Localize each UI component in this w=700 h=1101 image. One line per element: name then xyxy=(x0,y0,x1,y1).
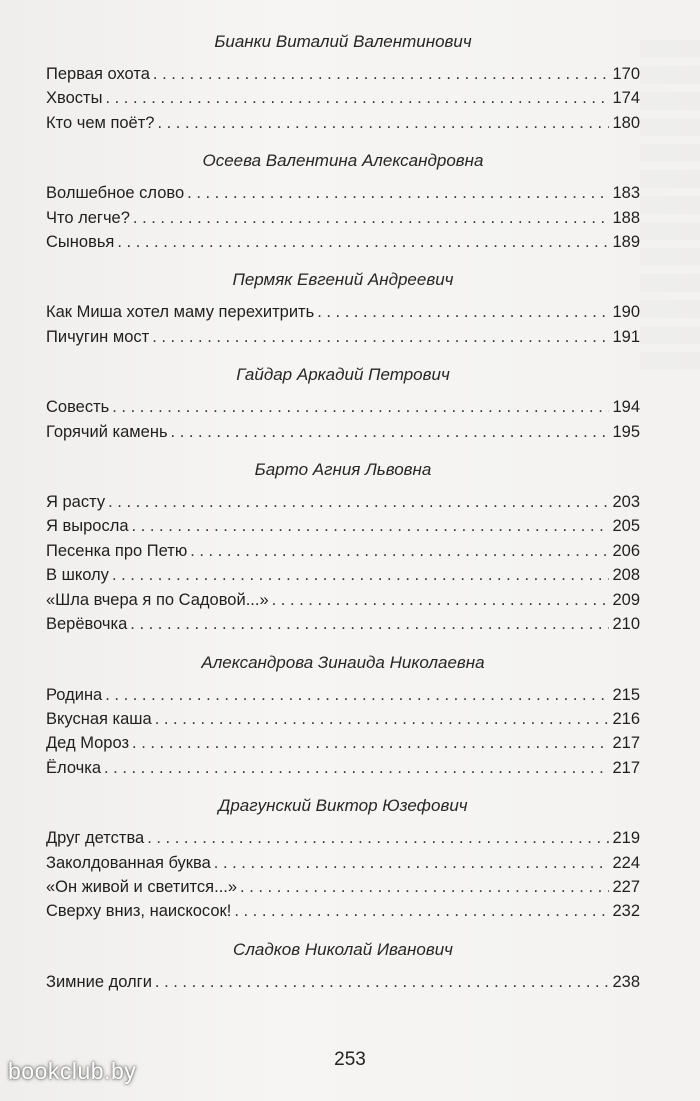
toc-section xyxy=(46,363,640,444)
dot-leader xyxy=(234,899,609,923)
entry-title: Волшебное слово xyxy=(46,184,185,203)
entry-title: «Шла вчера я по Садовой...» xyxy=(46,590,269,609)
entry-title: Горячий камень xyxy=(46,422,168,441)
toc-entry xyxy=(46,514,640,538)
author-heading: Осеева Валентина Александровна xyxy=(202,151,484,171)
toc-entry xyxy=(46,707,640,731)
entry-page-number: 183 xyxy=(612,184,640,203)
dot-leader xyxy=(187,181,609,205)
entry-title: Первая охота xyxy=(46,65,150,83)
toc-entry xyxy=(46,300,640,324)
entry-title: Заколдованная буква xyxy=(46,853,211,872)
entry-title: Вкусная каша xyxy=(46,709,152,728)
entry-page-number: 188 xyxy=(612,208,640,227)
entry-title: Песенка про Петю xyxy=(46,541,188,560)
dot-leader xyxy=(132,514,610,538)
entry-title: Зимние долги xyxy=(46,972,152,991)
author-heading: Сладков Николай Иванович xyxy=(233,939,453,959)
entry-page-number: 194 xyxy=(612,398,640,417)
dot-leader xyxy=(147,826,609,850)
dot-leader xyxy=(153,62,610,86)
entry-page-number: 209 xyxy=(612,590,640,609)
toc-entry xyxy=(46,111,640,135)
toc-entry xyxy=(46,181,640,205)
toc-section xyxy=(46,149,640,254)
dot-leader xyxy=(133,206,610,230)
toc-entry xyxy=(46,683,640,707)
entry-page-number: 189 xyxy=(612,233,640,252)
dot-leader xyxy=(214,851,610,875)
author-heading: Драгунский Виктор Юзефович xyxy=(218,796,468,816)
entry-page-number: 217 xyxy=(612,734,640,753)
entry-page-number: 191 xyxy=(612,327,640,346)
dot-leader xyxy=(317,300,609,324)
toc-entry xyxy=(46,756,640,780)
dot-leader xyxy=(155,707,610,731)
toc-entry xyxy=(46,851,640,875)
toc-section xyxy=(46,794,640,924)
author-heading: Бианки Виталий Валентинович xyxy=(214,32,472,51)
entry-title: Сверху вниз, наискосок! xyxy=(46,902,232,921)
dot-leader xyxy=(117,230,609,254)
entry-page-number: 174 xyxy=(612,89,640,108)
toc-entry xyxy=(46,62,640,86)
dot-leader xyxy=(112,563,610,587)
toc-entry xyxy=(46,86,640,110)
toc-section xyxy=(46,268,640,349)
toc-entry xyxy=(46,588,640,612)
dot-leader xyxy=(152,325,609,349)
watermark-text: bookclub.by xyxy=(8,1058,137,1084)
entry-title: Верёвочка xyxy=(46,615,128,634)
toc-entry xyxy=(46,325,640,349)
dot-leader xyxy=(105,86,609,110)
entry-title: Пичугин мост xyxy=(46,327,150,346)
entry-title: Я выросла xyxy=(46,517,129,536)
entry-page-number: 224 xyxy=(612,853,640,872)
toc-entry xyxy=(46,490,640,514)
entry-page-number: 238 xyxy=(612,972,640,991)
entry-page-number: 215 xyxy=(612,685,640,704)
dot-leader xyxy=(132,731,609,755)
dot-leader xyxy=(130,612,609,636)
table-of-contents xyxy=(46,30,640,1008)
toc-entry xyxy=(46,826,640,850)
toc-entry xyxy=(46,899,640,923)
entry-page-number: 210 xyxy=(612,615,640,634)
entry-title: Родина xyxy=(46,685,103,704)
dot-leader xyxy=(190,539,609,563)
entry-title: «Он живой и светится...» xyxy=(46,877,238,896)
entry-title: Хвосты xyxy=(46,89,103,108)
toc-entry xyxy=(46,206,640,230)
entry-page-number: 217 xyxy=(612,758,640,777)
toc-section xyxy=(46,938,640,994)
dot-leader xyxy=(272,588,610,612)
author-heading: Гайдар Аркадий Петрович xyxy=(236,365,450,385)
entry-page-number: 208 xyxy=(612,566,640,585)
entry-page-number: 195 xyxy=(612,422,640,441)
dot-leader xyxy=(105,683,609,707)
toc-entry xyxy=(46,395,640,419)
dot-leader xyxy=(155,970,610,994)
entry-title: В школу xyxy=(46,566,109,585)
entry-title: Сыновья xyxy=(46,233,115,252)
dot-leader xyxy=(108,490,609,514)
dot-leader xyxy=(240,875,609,899)
author-heading: Александрова Зинаида Николаевна xyxy=(201,652,485,672)
toc-section xyxy=(46,30,640,135)
entry-page-number: 190 xyxy=(612,303,640,322)
page-number: 253 xyxy=(334,1049,366,1070)
dot-leader xyxy=(104,756,609,780)
toc-entry xyxy=(46,875,640,899)
entry-title: Совесть xyxy=(46,398,110,417)
entry-page-number: 206 xyxy=(612,541,640,560)
toc-entry xyxy=(46,420,640,444)
entry-title: Я расту xyxy=(46,493,106,512)
toc-entry xyxy=(46,539,640,563)
entry-page-number: 180 xyxy=(612,113,640,132)
entry-page-number: 216 xyxy=(612,709,640,728)
entry-page-number: 203 xyxy=(612,493,640,512)
bleed-through-shadow xyxy=(640,40,700,370)
entry-page-number: 232 xyxy=(612,902,640,921)
entry-page-number: 170 xyxy=(612,65,640,83)
dot-leader xyxy=(171,420,610,444)
entry-page-number: 219 xyxy=(612,829,640,848)
toc-section xyxy=(46,651,640,781)
toc-entry xyxy=(46,230,640,254)
entry-title: Что легче? xyxy=(46,208,130,227)
toc-entry xyxy=(46,563,640,587)
toc-section xyxy=(46,458,640,636)
entry-page-number: 205 xyxy=(612,517,640,536)
author-heading: Пермяк Евгений Андреевич xyxy=(232,270,454,290)
toc-entry xyxy=(46,612,640,636)
toc-entry xyxy=(46,731,640,755)
entry-title: Как Миша хотел маму перехитрить xyxy=(46,303,315,322)
entry-page-number: 227 xyxy=(612,877,640,896)
dot-leader xyxy=(157,111,609,135)
entry-title: Кто чем поёт? xyxy=(46,113,155,132)
author-heading: Барто Агния Львовна xyxy=(254,460,432,480)
dot-leader xyxy=(112,395,609,419)
entry-title: Друг детства xyxy=(46,829,145,848)
entry-title: Дед Мороз xyxy=(46,734,130,753)
toc-entry xyxy=(46,970,640,994)
entry-title: Ёлочка xyxy=(46,758,101,777)
